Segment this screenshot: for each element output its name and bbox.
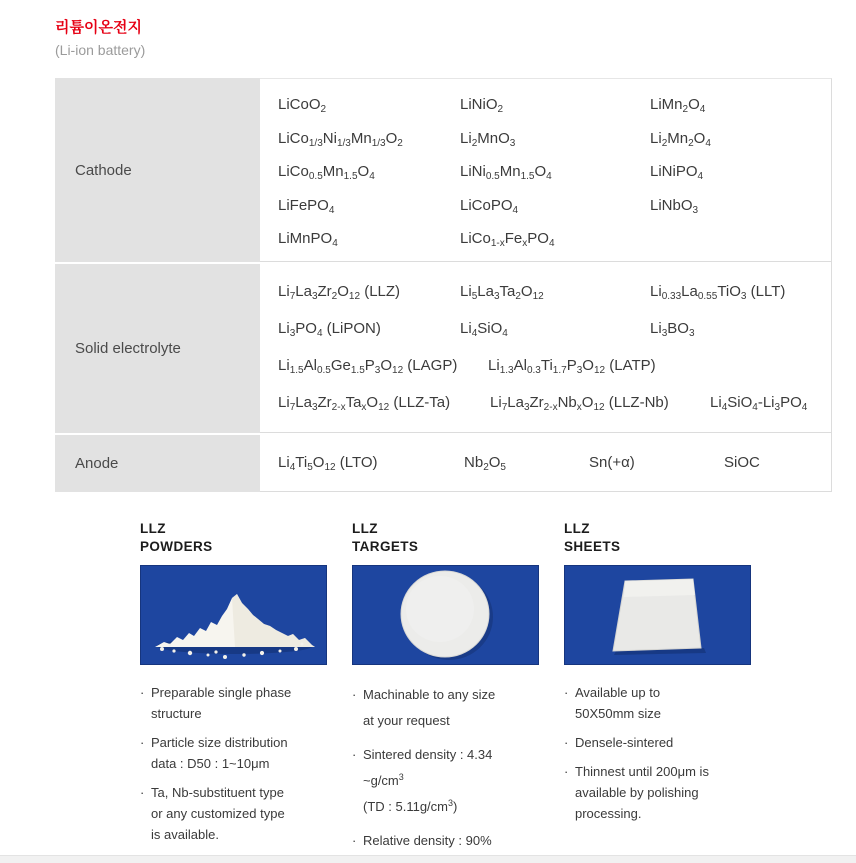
bullet-text: Sintered density : 4.34 $\sim g/cm^3$ (TD : $5.11g/cm^3$) (363, 747, 493, 814)
formula: LiMnPO$_4$ (278, 230, 338, 249)
materials-table (55, 78, 832, 492)
bullet-marker: · (140, 735, 145, 750)
formula: $LiCo_{1/3}Ni_{1/3}Mn_{1/3}O_2$ (278, 129, 403, 149)
bullet-text: Ta, Nb-substituent type or any customized type is available. (151, 785, 285, 842)
list-item (352, 828, 542, 854)
row-label-anode: Anode (55, 433, 260, 492)
formula: LiCoO$_2$ (278, 96, 327, 115)
list-item (564, 682, 754, 724)
row-label-cathode: Cathode (55, 78, 260, 262)
formula: $Li_7La_3Zr_{2-x}Ta_xO_{12}$ (LLZ-Ta) (278, 394, 451, 413)
electrolyte-line-2 (278, 310, 831, 347)
section-divider (0, 855, 856, 863)
table-row-solid-electrolyte (55, 262, 832, 433)
bullet-marker: · (140, 785, 145, 800)
anode-materials-cell (260, 433, 832, 492)
bullet-marker: · (564, 735, 569, 750)
card-llz-powders (140, 520, 330, 862)
formula: $Li_7La_3Zr_2O_{12}$ (LLZ) (278, 283, 401, 302)
formula: $Li_4Ti_5O_{12}$ (LTO) (278, 453, 378, 473)
formula: LiFePO$_4$ (278, 196, 335, 216)
bullet-text: Densele-sintered (575, 735, 674, 750)
formula: $LiMn_2O_4$ (650, 96, 706, 115)
formula: $Li_{1.5}Al_{0.5}Ge_{1.5}P_3O_{12}$ (LAGP) (278, 357, 458, 376)
formula: $Li_{0.33}La_{0.55}TiO_3$ (LLT) (650, 283, 786, 302)
formula: $LiCo_{1-x}Fe_xPO_4$ (460, 230, 555, 249)
formula: LiNiO$_2$ (460, 96, 504, 115)
bullet-text: Thinnest until 200μm is available by polishing processing. (575, 764, 709, 821)
formula: $Li_3BO_3$ (650, 320, 695, 339)
bullet-marker: · (352, 747, 357, 762)
bullet-text: Preparable single phase structure (151, 685, 292, 721)
bullet-marker: · (352, 833, 357, 848)
card-title: LLZ SHEETS (564, 521, 621, 554)
page-title-korean: 리튬이온전지 (55, 19, 142, 36)
table-row-anode (55, 433, 832, 492)
formula: $Li_2MnO_3$ (460, 129, 516, 149)
formula: $Li_2Mn_2O_4$ (650, 129, 711, 149)
formula: $Nb_2O_5$ (464, 453, 506, 473)
electrolyte-line-1 (278, 273, 831, 310)
cathode-column-3 (650, 88, 831, 256)
formula: $Li_4SiO_4-Li_3PO_4$ (710, 394, 808, 413)
list-item (140, 782, 330, 845)
formula: LiNiPO$_4$ (650, 163, 704, 182)
bullet-marker: · (564, 764, 569, 779)
targets-feature-list (352, 682, 542, 854)
list-item (352, 682, 542, 734)
powder-photo (140, 565, 327, 665)
formula: $Li_4SiO_4$ (460, 320, 508, 339)
cathode-column-2 (460, 88, 650, 256)
target-disc-photo (352, 565, 539, 665)
list-item (352, 742, 542, 820)
formula: LiNbO$_3$ (650, 196, 699, 216)
list-item (140, 682, 330, 724)
card-llz-targets (352, 520, 542, 862)
product-cards (140, 520, 776, 862)
formula: SiOC (724, 453, 760, 471)
row-label-solid-electrolyte: Solid electrolyte (55, 262, 260, 433)
bullet-text: Particle size distribution data : D50 : 1~10μm (151, 735, 288, 771)
table-row-cathode (55, 78, 832, 262)
list-item (564, 761, 754, 824)
bullet-text: Available up to 50X50mm size (575, 685, 661, 721)
electrolyte-materials-cell (260, 262, 832, 433)
bullet-marker: · (352, 687, 357, 702)
formula: $Li_5La_3Ta_2O_{12}$ (460, 283, 544, 302)
card-llz-sheets (564, 520, 754, 862)
card-title: LLZ TARGETS (352, 521, 419, 554)
electrolyte-line-3 (278, 347, 831, 384)
formula: $Li_3PO_4$ (LiPON) (278, 320, 381, 339)
page-title-english: (Li-ion battery) (55, 42, 146, 58)
page-header (55, 17, 145, 61)
formula: Sn(+α) (589, 453, 635, 471)
formula: $LiNi_{0.5}Mn_{1.5}O_4$ (460, 163, 552, 182)
powders-feature-list (140, 682, 330, 845)
formula: $LiCo_{0.5}Mn_{1.5}O_4$ (278, 163, 375, 182)
list-item (140, 732, 330, 774)
cathode-column-1 (278, 88, 460, 256)
formula: $Li_7La_3Zr_{2-x}Nb_xO_{12}$ (LLZ-Nb) (490, 394, 669, 413)
electrolyte-line-4 (278, 384, 831, 421)
sheet-photo (564, 565, 751, 665)
cathode-materials-cell (260, 78, 832, 262)
bullet-marker: · (564, 685, 569, 700)
bullet-text: Machinable to any size at your request (363, 687, 496, 728)
list-item (564, 732, 754, 753)
card-title: LLZ POWDERS (140, 521, 213, 554)
formula: LiCoPO$_4$ (460, 196, 519, 216)
sheets-feature-list (564, 682, 754, 824)
bullet-text: Relative density : 90% (363, 833, 492, 848)
bullet-marker: · (140, 685, 145, 700)
formula: $Li_{1.3}Al_{0.3}Ti_{1.7}P_3O_{12}$ (LATP) (488, 357, 656, 376)
